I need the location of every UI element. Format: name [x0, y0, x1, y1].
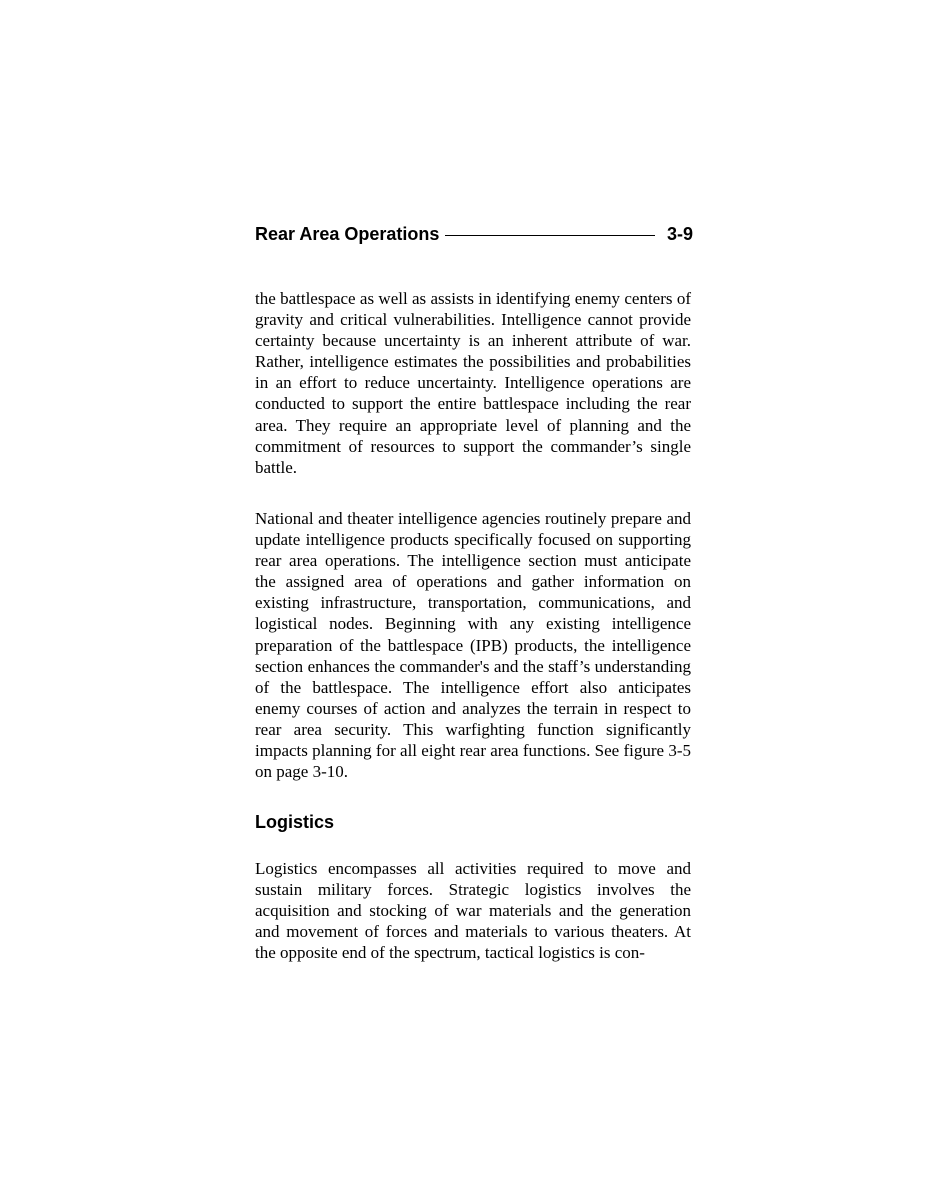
- paragraph-logistics: Logistics encompasses all activities required to move and sustain military forces. Strategic logistics involves the acquisition and stocking of war materials and the generation and movement of forces and materials to various theaters. At the opposite end of the spectrum, tactical logistics is con-: [255, 859, 691, 963]
- paragraph-intelligence-estimates: the battlespace as well as assists in identifying enemy centers of gravity and critical vulnerabilities. Intelligence cannot provide certainty because uncertainty is an inherent attribute of war. Rather, intelligence estimates the possibilities and probabilities in an effort to reduce uncertainty. Intelligence operations are conducted to support the entire battlespace including the rear area. They require an appropriate level of planning and the commitment of resources to support the commander’s single battle.: [255, 289, 691, 477]
- header-title: Rear Area Operations: [255, 223, 440, 244]
- page-number: 3-9: [666, 223, 693, 244]
- header-rule: [445, 235, 655, 236]
- section-heading-logistics: Logistics: [255, 812, 335, 832]
- running-header: [255, 222, 693, 246]
- paragraph-intelligence-agencies: National and theater intelligence agencies routinely prepare and update intelligence products specifically focused on supporting rear area operations. The intelligence section must anticipate the assigned area of operations and gather information on existing infrastructure, transportation, communications, and logistical nodes. Beginning with any existing intelligence preparation of the battlespace (IPB) products, the intelligence section enhances the commander's and the staff’s understanding of the battlespace. The intelligence effort also anticipates enemy courses of action and analyzes the terrain in respect to rear area security. This warfighting function significantly impacts planning for all eight rear area functions. See figure 3-5 on page 3-10.: [255, 509, 691, 782]
